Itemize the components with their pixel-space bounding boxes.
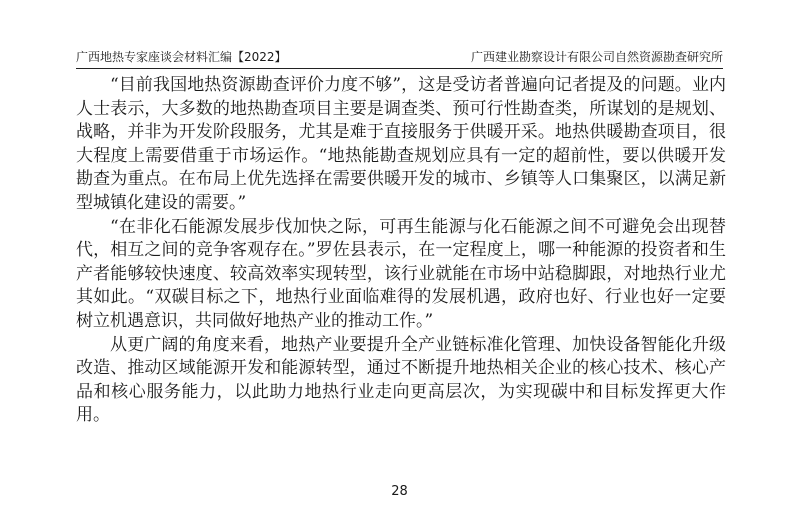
header-organization: 广西建业勘察设计有限公司自然资源勘查研究所 [470,50,723,64]
paragraph-industry-upgrade: 从更广阔的角度来看，地热产业要提升全产业链标准化管理、加快设备智能化升级改造、推动区域能源开发和能源转型，通过不断提升地热相关企业的核心技术、核心产品和核心服务能力，以此助力地热行业走向更高层次，为实现碳中和目标发挥更大作用。 [76,334,726,426]
paragraph-energy-competition: “在非化石能源发展步伐加快之际，可再生能源与化石能源之间不可避免会出现替代，相互之间的竞争客观存在。”罗佐县表示，在一定程度上，哪一种能源的投资者和生产者能够较快速度、较高效率实现转型，该行业就能在市场中站稳脚跟，对地热行业尤其如此。“双碳目标之下，地热行业面临难得的发展机遇，政府也好、行业也好一定要树立机遇意识，共同做好地热产业的推动工作。” [76,216,726,331]
header-document-title: 广西地热专家座谈会材料汇编【2022】 [76,50,287,64]
page-header [76,48,723,69]
paragraph-survey-evaluation: “目前我国地热资源勘查评价力度不够”，这是受访者普遍向记者提及的问题。业内人士表示，大多数的地热勘查项目主要是调查类、预可行性勘查类，所谋划的是规划、战略，并非为开发阶段服务，尤其是难于直接服务于供暖开采。地热供暖勘查项目，很大程度上需要借重于市场运作。“地热能勘查规划应具有一定的超前性，要以供暖开发勘查为重点。在布局上优先选择在需要供暖开发的城市、乡镇等人口集聚区，以满足新型城镇化建设的需要。” [76,75,726,213]
body-text [76,74,726,428]
page-number: 28 [391,484,408,499]
